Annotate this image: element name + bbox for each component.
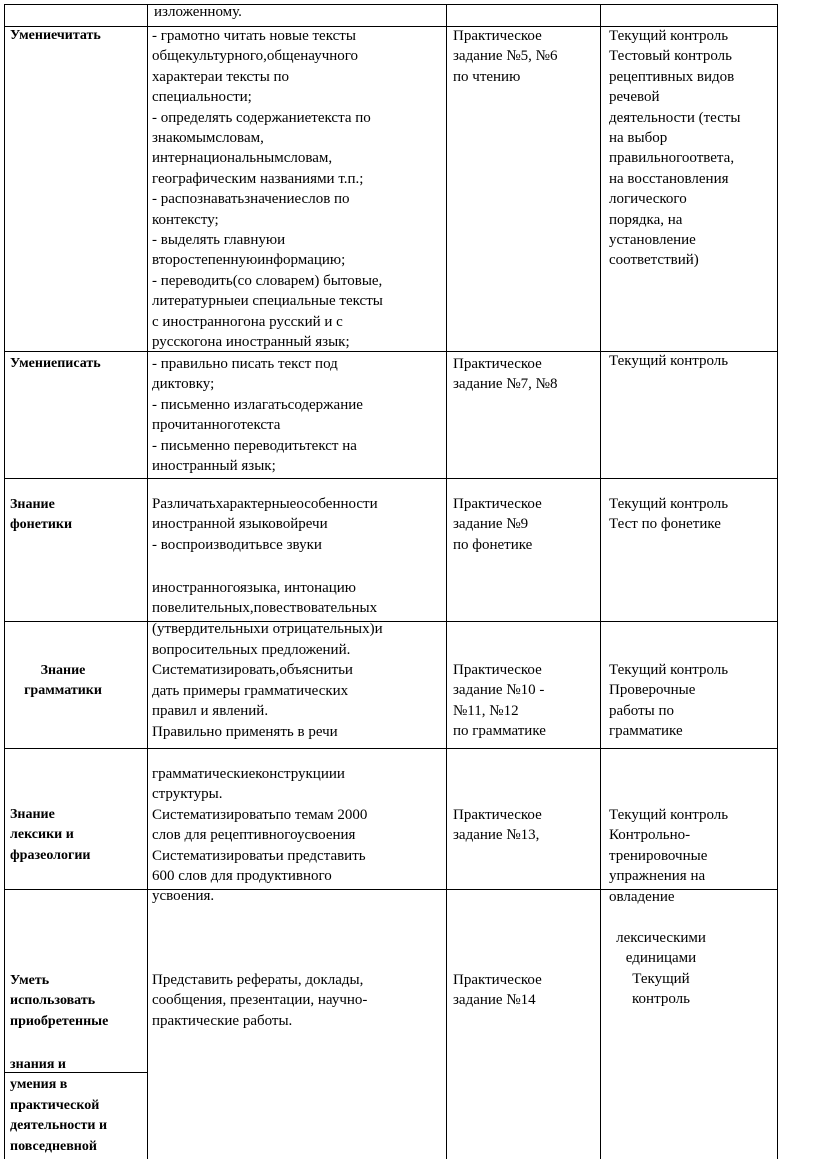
results-cell: изложенному.	[154, 4, 242, 20]
control-cell: Текущий контроль Контрольно- тренировочные упражнения на овладение	[609, 807, 729, 905]
forms-cell: Практическое задание №7, №8	[453, 356, 558, 393]
forms-cell: Практическое задание №10 - №11, №12 по грамматике	[453, 662, 546, 740]
control-cell: Текущий контроль Тест по фонетике	[609, 496, 729, 533]
forms-cell: Практическое задание №14	[453, 972, 542, 1009]
results-cell: иностранногоязыка, интонацию повелительных,повествовательных (утвердительныхи отрицательных)и	[152, 580, 383, 637]
results-cell: грамматическиеконструкциии структуры. Систематизироватьпо темам 2000 слов для рецептивногоусвоения Систематизироватьи представить 600 слов для продуктивного усвоения.	[152, 766, 368, 905]
skill-label: Умениеписать	[10, 356, 101, 371]
control-cell: Текущий контроль	[609, 353, 729, 369]
skill-label: Знание фонетики	[10, 497, 73, 533]
forms-cell: Практическое задание №13,	[453, 807, 542, 844]
skill-label: Умениечитать	[10, 28, 101, 43]
grid-line	[777, 4, 778, 1159]
skill-label: Уметь использовать приобретенные	[10, 973, 109, 1029]
skill-label: Знание лексики и фразеологии	[10, 807, 91, 863]
control-cell: лексическими единицами Текущий контроль	[616, 930, 706, 1008]
grid-line	[446, 4, 447, 1159]
results-cell: Представить рефераты, доклады, сообщения, презентации, научно- практические работы.	[152, 972, 368, 1029]
grid-line	[600, 4, 601, 1159]
control-cell: Текущий контроль Проверочные работы по грамматике	[609, 662, 729, 740]
control-cell: Текущий контроль Тестовый контроль рецептивных видов речевой деятельности (тесты на выбор правильногоответа, на восстановления логического порядка, на установление соответствий)	[609, 28, 741, 269]
grid-line	[147, 4, 148, 1159]
forms-cell: Практическое задание №9 по фонетике	[453, 496, 542, 553]
results-cell: вопросительных предложений. Систематизировать,объяснитьи дать примеры грамматических правил и явлений. Правильно применять в речи	[152, 642, 353, 740]
skill-label: Знание грамматики	[24, 663, 102, 699]
grid-line	[4, 4, 5, 1159]
results-cell: Различатьхарактерныеособенности иностранной языковойречи - воспроизводитьвсе звуки	[152, 496, 378, 553]
skill-label: знания и умения в практической деятельности и повседневной	[10, 1057, 108, 1154]
grid-line	[4, 748, 778, 749]
results-cell: - правильно писать текст под диктовку; - письменно излагатьсодержание прочитанноготекста - письменно переводитьтекст на иностранный язык;	[152, 356, 363, 475]
forms-cell: Практическое задание №5, №6 по чтению	[453, 28, 558, 85]
grid-line	[4, 478, 778, 479]
results-cell: - грамотно читать новые тексты общекультурного,общенаучного характераи тексты по специальности; - определять содержаниетекста по знакомымсловам, интернациональнымсловам, географическим названиями т.п.; - распознаватьзначениеслов по контексту; - выделять главнуюи второстепеннуюинформацию; - переводить(со словарем) бытовые, литературныеи специальные тексты с иностранногона русский и с русскогона иностранный язык;	[152, 28, 383, 351]
